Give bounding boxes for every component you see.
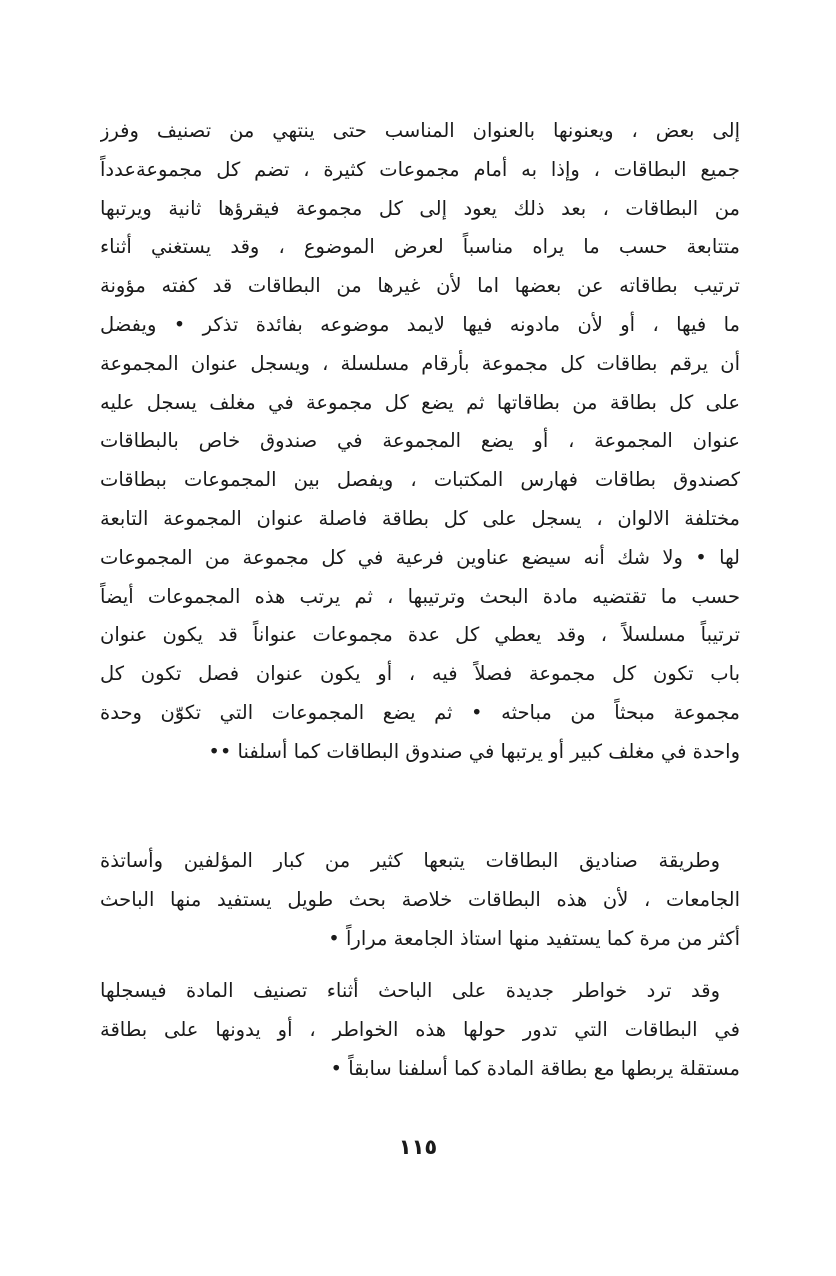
paragraph-card-boxes <box>100 842 740 958</box>
text-line: باب تكون كل مجموعة فصلاً فيه ، أو يكون عنوان فصل تكون كل <box>100 662 740 686</box>
text-line: جميع البطاقات ، وإذا به أمام مجموعات كثيرة ، تضم كل مجموعةعدداً <box>100 157 740 181</box>
text-line: وقد ترد خواطر جديدة على الباحث أثناء تصنيف المادة فيسجلها <box>100 979 720 1002</box>
text-line: ما فيها ، أو لأن مادونه فيها لايمد موضوعه بفائدة تذكر • ويفضل <box>100 312 740 336</box>
text-line: عنوان المجموعة ، أو يضع المجموعة في صندوق خاص بالبطاقات <box>100 429 740 453</box>
text-line: إلى بعض ، ويعنونها بالعنوان المناسب حتى ينتهي من تصنيف وفرز <box>100 119 740 142</box>
paragraph-card-sorting <box>100 112 740 772</box>
text-line: ترتيباً مسلسلاً ، وقد يعطي كل عدة مجموعات عنواناً قد يكون عنوان <box>100 623 740 647</box>
text-line: مجموعة مبحثاً من مباحثه • ثم يضع المجموعات التي تكوّن وحدة <box>100 700 740 724</box>
text-line: واحدة في مغلف كبير أو يرتبها في صندوق البطاقات كما أسلفنا •• <box>208 739 740 763</box>
text-line: حسب ما تقتضيه مادة البحث وترتيبها ، ثم يرتب هذه المجموعات أيضاً <box>100 584 740 608</box>
text-line: كصندوق بطاقات فهارس المكتبات ، ويفصل بين المجموعات ببطاقات <box>100 468 740 492</box>
text-line: الجامعات ، لأن هذه البطاقات خلاصة بحث طويل يستفيد منها الباحث <box>100 887 740 911</box>
text-line: وطريقة صناديق البطاقات يتبعها كثير من كبار المؤلفين وأساتذة <box>100 849 720 872</box>
page-number: ١١٥ <box>398 1135 438 1159</box>
text-line: لها • ولا شك أنه سيضع عناوين فرعية في كل مجموعة من المجموعات <box>100 545 740 569</box>
text-line: أن يرقم بطاقات كل مجموعة بأرقام مسلسلة ، ويسجل عنوان المجموعة <box>100 351 740 375</box>
text-line: مستقلة يربطها مع بطاقة المادة كما أسلفنا سابقاً • <box>330 1056 740 1080</box>
text-line: ترتيب بطاقاته عن بعضها اما لأن غيرها من البطاقات قد كفته مؤونة <box>100 274 740 298</box>
text-line: أكثر من مرة كما يستفيد منها استاذ الجامعة مراراً • <box>328 926 740 950</box>
paragraph-new-thoughts <box>100 972 740 1088</box>
text-line: مختلفة الالوان ، يسجل على كل بطاقة فاصلة عنوان المجموعة التابعة <box>100 506 740 530</box>
text-line: على كل بطاقة من بطاقاتها ثم يضع كل مجموعة في مغلف يسجل عليه <box>100 390 740 414</box>
text-line: في البطاقات التي تدور حولها هذه الخواطر ، أو يدونها على بطاقة <box>100 1017 740 1041</box>
text-line: من البطاقات ، بعد ذلك يعود إلى كل مجموعة فيقرؤها ثانية ويرتبها <box>100 196 740 220</box>
text-line: متتابعة حسب ما يراه مناسباً لعرض الموضوع ، وقد يستغني أثناء <box>100 235 740 259</box>
